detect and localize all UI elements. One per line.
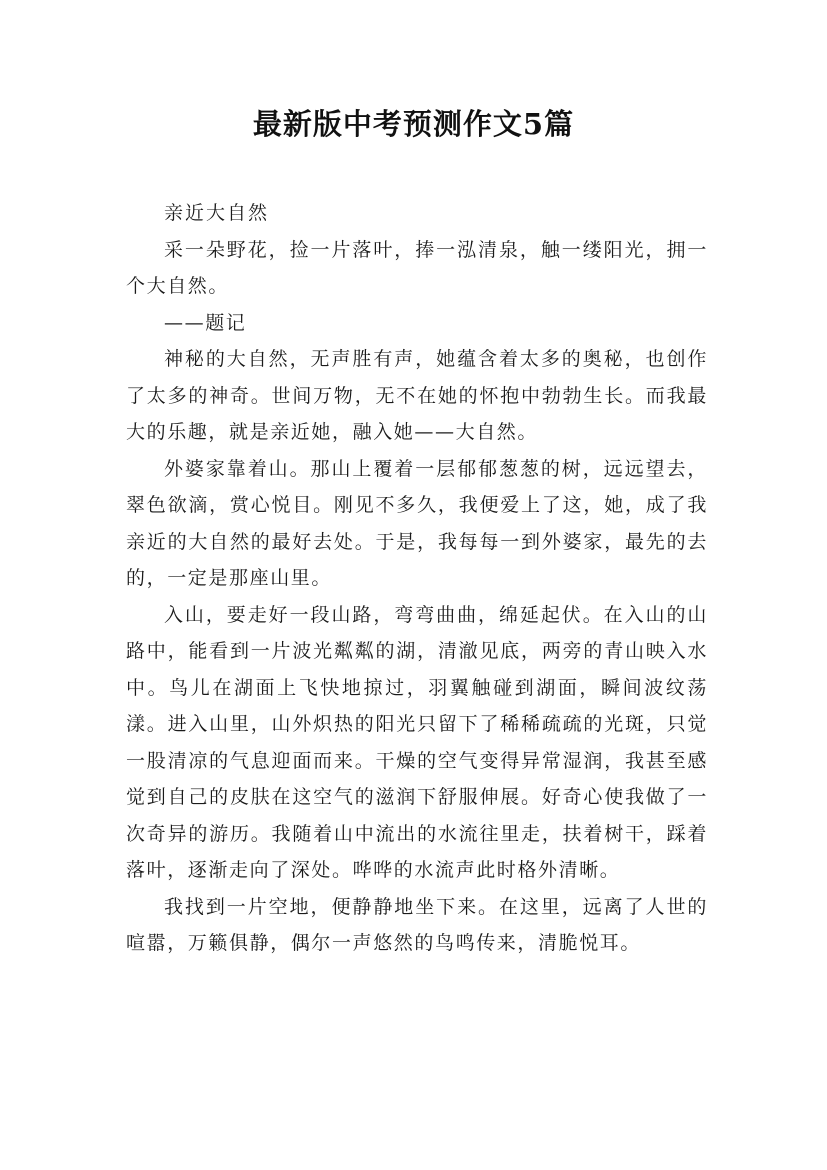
document-body	[126, 195, 708, 962]
body-paragraph: 神秘的大自然，无声胜有声，她蕴含着太多的奥秘，也创作了太多的神奇。世间万物，无不在她的怀抱中勃勃生长。而我最大的乐趣，就是亲近她，融入她——大自然。	[126, 348, 708, 443]
body-paragraph: 我找到一片空地，便静静地坐下来。在这里，远离了人世的喧嚣，万籁俱静，偶尔一声悠然的鸟鸣传来，清脆悦耳。	[126, 895, 708, 954]
epigraph-paragraph: 采一朵野花，捡一片落叶，捧一泓清泉，触一缕阳光，拥一个大自然。	[126, 238, 708, 297]
essay-heading: 亲近大自然	[164, 202, 270, 224]
body-paragraph: 入山，要走好一段山路，弯弯曲曲，绵延起伏。在入山的山路中，能看到一片波光粼粼的湖，清澈见底，两旁的青山映入水中。鸟儿在湖面上飞快地掠过，羽翼触碰到湖面，瞬间波纹荡漾。进入山里，山外炽热的阳光只留下了稀稀疏疏的光斑，只觉一股清凉的气息迎面而来。干燥的空气变得异常湿润，我甚至感觉到自己的皮肤在这空气的滋润下舒服伸展。好奇心使我做了一次奇异的游历。我随着山中流出的水流往里走，扶着树干，踩着落叶，逐渐走向了深处。哗哗的水流声此时格外清晰。	[126, 603, 708, 881]
epigraph-attribution: ——题记	[164, 311, 247, 334]
document-title: 最新版中考预测作文5篇	[252, 107, 575, 141]
body-paragraph: 外婆家靠着山。那山上覆着一层郁郁葱葱的树，远远望去，翠色欲滴，赏心悦目。刚见不多久，我便爱上了这，她，成了我亲近的大自然的最好去处。于是，我每每一到外婆家，最先的去的，一定是那座山里。	[126, 457, 708, 589]
